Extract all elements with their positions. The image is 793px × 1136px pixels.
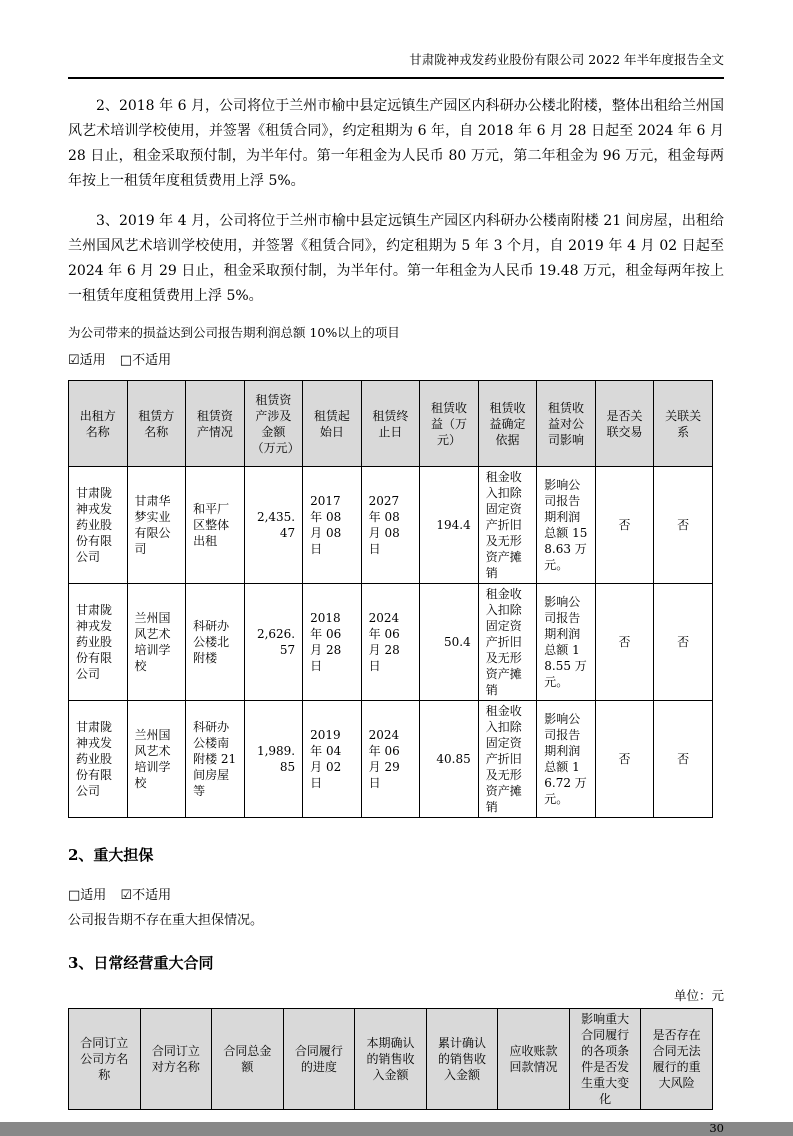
table-cell: 甘肃陇神戎发药业股份有限公司 <box>69 584 128 701</box>
table-cell: 2,626.57 <box>244 584 303 701</box>
table-cell: 否 <box>595 701 654 818</box>
lease-table-row <box>69 701 713 818</box>
table-cell: 2,435.47 <box>244 467 303 584</box>
contract-table-header-cell: 累计确认的销售收入金额 <box>426 1009 498 1110</box>
report-header <box>68 0 724 79</box>
lease-table-header-cell: 租赁终止日 <box>361 381 420 467</box>
table-cell: 影响公司报告期利润总额 16.72 万元。 <box>537 701 596 818</box>
applicable-checked-checkbox: ☑适用 <box>68 353 106 368</box>
lease-table-header-row <box>69 381 713 467</box>
lease-table-header-cell: 租赁起始日 <box>303 381 362 467</box>
report-header-title: 甘肃陇神戎发药业股份有限公司 2022 年半年度报告全文 <box>409 52 724 67</box>
table-cell: 甘肃陇神戎发药业股份有限公司 <box>69 701 128 818</box>
table-cell: 和平厂区整体出租 <box>186 467 245 584</box>
contract-table-header-cell: 应收账款回款情况 <box>498 1009 570 1110</box>
lease-table-row <box>69 467 713 584</box>
lease-table-header-cell: 租赁收益（万元） <box>420 381 479 467</box>
contract-table-header-cell: 合同订立对方名称 <box>140 1009 212 1110</box>
not-applicable-unchecked-checkbox: □不适用 <box>119 353 172 368</box>
lease-paragraph-3: 3、2019 年 4 月，公司将位于兰州市榆中县定远镇生产园区内科研办公楼南附楼 21 间房屋，出租给兰州国风艺术培训学校使用，并签署《租赁合同》，约定租期为 5 年 3 个月，自 2019 年 4 月 02 日起至 2024 年 6 月 29 日止，租金采取预付制，为半年付。第一年租金为人民币 19.48 万元，租金每两年按上一租赁年度租赁费用上浮 5%。 <box>68 213 724 304</box>
contract-table <box>68 1008 713 1110</box>
contract-table-header-cell: 本期确认的销售收入金额 <box>355 1009 427 1110</box>
lease-table-header-cell: 租赁收益对公司影响 <box>537 381 596 467</box>
table-cell: 2024 年 06 月 28 日 <box>361 584 420 701</box>
lease-table <box>68 380 713 818</box>
lease-table-header-cell: 租赁方名称 <box>127 381 186 467</box>
guarantee-applicability <box>68 887 724 904</box>
section-heading-guarantee: 2、重大担保 <box>68 846 154 864</box>
table-cell: 50.4 <box>420 584 479 701</box>
table-cell: 科研办公楼北附楼 <box>186 584 245 701</box>
lease-table-header-cell: 关联关系 <box>654 381 713 467</box>
table-cell: 兰州国风艺术培训学校 <box>127 701 186 818</box>
table-cell: 租金收入扣除固定资产折旧及无形资产摊销 <box>478 701 537 818</box>
section-heading-contracts: 3、日常经营重大合同 <box>68 954 214 972</box>
table-cell: 兰州国风艺术培训学校 <box>127 584 186 701</box>
table-cell: 2019 年 04 月 02 日 <box>303 701 362 818</box>
table-cell: 科研办公楼南附楼 21 间房屋等 <box>186 701 245 818</box>
lease-table-header-cell: 租赁资产情况 <box>186 381 245 467</box>
lease-table-header-cell: 是否关联交易 <box>595 381 654 467</box>
table-cell: 2027 年 08 月 08 日 <box>361 467 420 584</box>
contract-table-header-cell: 合同总金额 <box>212 1009 284 1110</box>
contract-table-header-row <box>69 1009 713 1110</box>
guarantee-note: 公司报告期不存在重大担保情况。 <box>68 913 264 928</box>
table-cell: 40.85 <box>420 701 479 818</box>
unit-label: 单位：元 <box>673 988 724 1003</box>
contract-table-header-cell: 合同订立公司方名称 <box>69 1009 141 1110</box>
not-applicable-checked-checkbox: ☑不适用 <box>120 888 172 903</box>
table-cell: 影响公司报告期利润总额 18.55 万元。 <box>537 584 596 701</box>
table-cell: 影响公司报告期利润总额 158.63 万元。 <box>537 467 596 584</box>
contract-table-header-cell: 合同履行的进度 <box>283 1009 355 1110</box>
contract-table-header-cell: 影响重大合同履行的各项条件是否发生重大变化 <box>569 1009 641 1110</box>
lease-table-header-cell: 出租方名称 <box>69 381 128 467</box>
table-cell: 租金收入扣除固定资产折旧及无形资产摊销 <box>478 467 537 584</box>
table-cell: 1,989.85 <box>244 701 303 818</box>
table-cell: 甘肃华梦实业有限公司 <box>127 467 186 584</box>
table-cell: 否 <box>654 467 713 584</box>
table-cell: 否 <box>595 467 654 584</box>
page-number: 30 <box>709 1121 724 1135</box>
table-cell: 否 <box>654 701 713 818</box>
table-cell: 租金收入扣除固定资产折旧及无形资产摊销 <box>478 584 537 701</box>
profit-items-note: 为公司带来的损益达到公司报告期利润总额 10%以上的项目 <box>68 325 400 340</box>
lease-table-header-cell: 租赁资产涉及金额（万元） <box>244 381 303 467</box>
table-cell: 194.4 <box>420 467 479 584</box>
table-cell: 否 <box>654 584 713 701</box>
applicable-unchecked-checkbox: □适用 <box>68 888 107 903</box>
table-cell: 2017 年 08 月 08 日 <box>303 467 362 584</box>
table-cell: 2018 年 06 月 28 日 <box>303 584 362 701</box>
contract-table-header-cell: 是否存在合同无法履行的重大风险 <box>641 1009 713 1110</box>
table-cell: 甘肃陇神戎发药业股份有限公司 <box>69 467 128 584</box>
lease-table-row <box>69 584 713 701</box>
table-cell: 否 <box>595 584 654 701</box>
profit-items-applicability <box>68 352 724 369</box>
lease-table-header-cell: 租赁收益确定依据 <box>478 381 537 467</box>
table-cell: 2024 年 06 月 29 日 <box>361 701 420 818</box>
lease-paragraph-2: 2、2018 年 6 月，公司将位于兰州市榆中县定远镇生产园区内科研办公楼北附楼，整体出租给兰州国风艺术培训学校使用，并签署《租赁合同》，约定租期为 6 年，自 2018 年 6 月 28 日起至 2024 年 6 月 28 日止，租金采取预付制，为半年付。第一年租金为人民币 80 万元，第二年租金为 96 万元，租金每两年按上一租赁年度租赁费用上浮 5%。 <box>68 98 724 189</box>
